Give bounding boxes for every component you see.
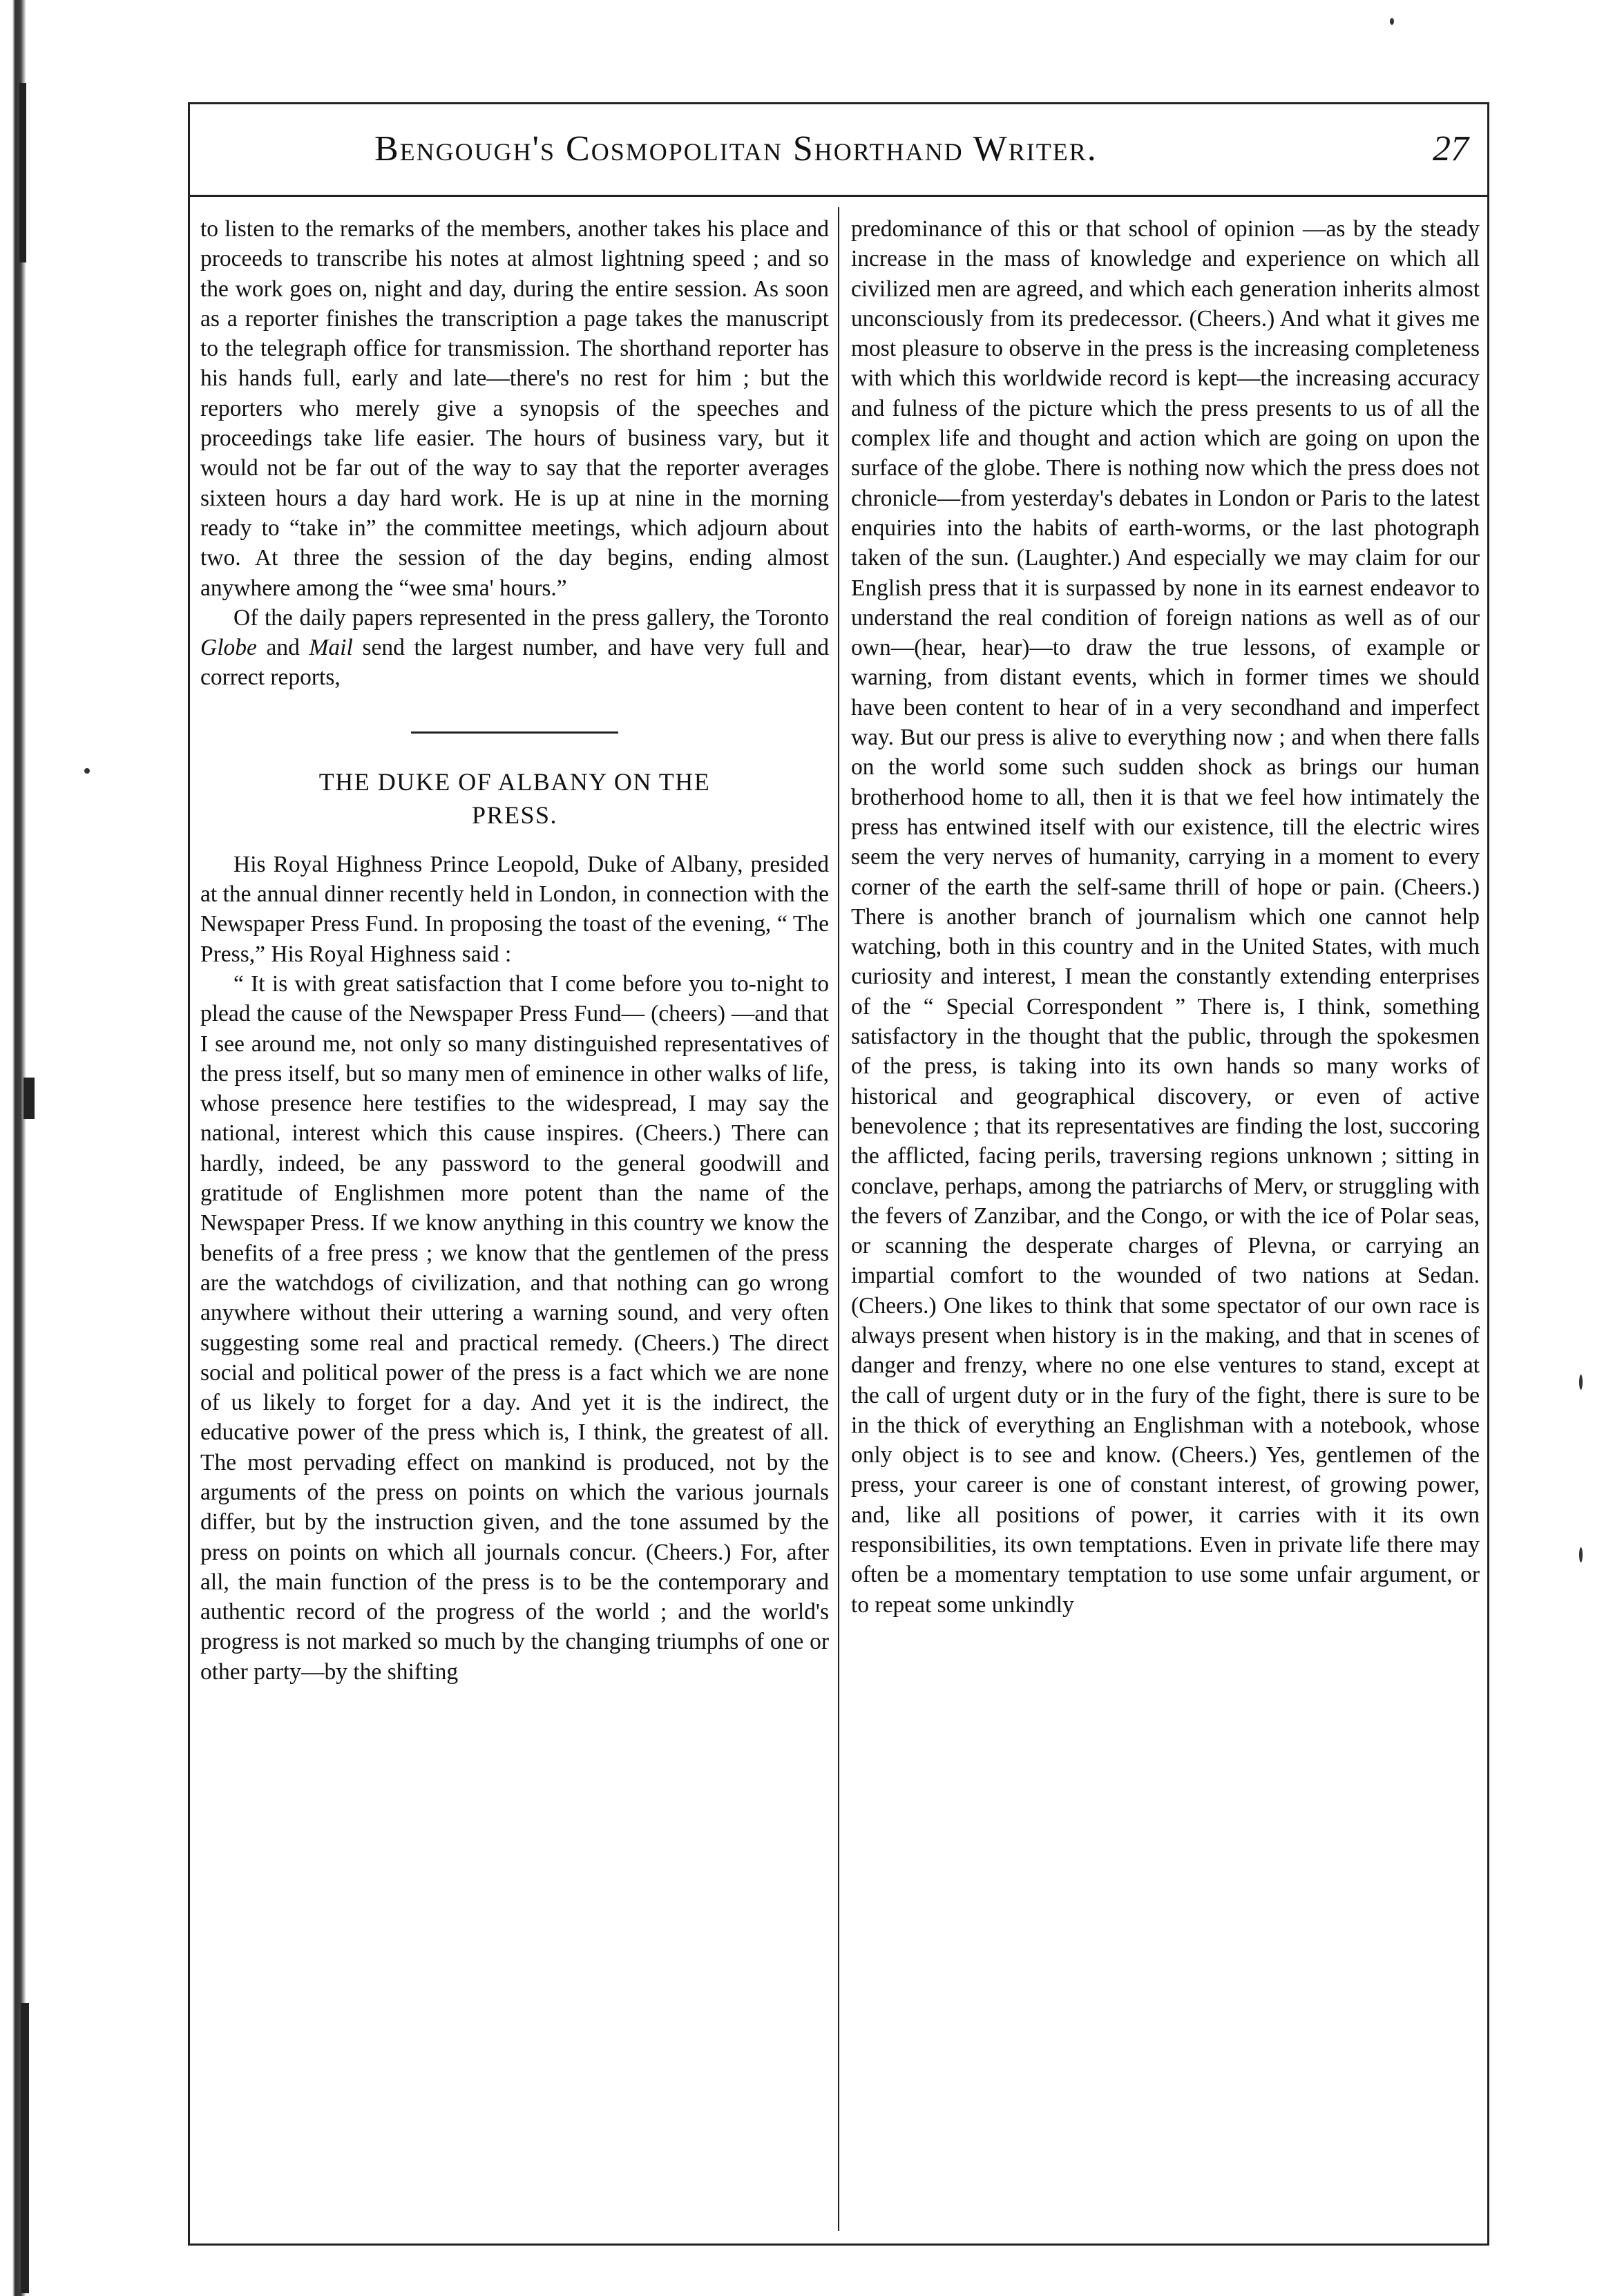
newspaper-name-globe: Globe xyxy=(200,635,257,661)
scan-speck xyxy=(1579,1547,1583,1562)
spine-mark xyxy=(19,83,26,262)
paragraph: predominance of this or that school of opinion —as by the steady increase in the mass of knowledge and experience on which all civilized men are agreed, and which each generation inherits almost unconsciously from its predecessor. (Cheers.) And what it gives me most pleasure to observe in the press is the increasing completeness with which this worldwide record is kept—the increasing accuracy and fulness of the picture which the press presents to us of all the complex life and thought and action which are going on upon the surface of the globe. There is nothing now which the press does not chronicle—from yesterday's debates in London or Paris to the latest enquiries into the habits of earth-worms, or the last photograph taken of the sun. (Laughter.) And especially we may claim for our English press that it is surpassed by none in its earnest endeavor to understand the real condition of foreign nations as well as of our own—(hear, hear)—to draw the true lessons, of example or warning, from distant events, which in former times we should have been content to hear of in a very secondhand and imperfect way. But our press is alive to everything now ; and when there falls on the world some such sudden shock as brings our human brotherhood home to all, then it is that we feel how intimately the press has entwined itself with our existence, till the electric wires seem the very nerves of humanity, carrying in a moment to every corner of the earth the self-same thrill of hope or pain. (Cheers.) There is another branch of journalism which one cannot help watching, both in this country and in the United States, with much curiosity and interest, I mean the constantly extending enterprises of the “ Special Correspondent ” There is, I think, something satisfactory in the thought that the public, through the spokesmen of the press, is taking into its own hands so many works of historical and geographical discovery, or even of active benevolence ; that its representatives are finding the lost, succoring the afflicted, facing perils, traversing regions unknown ; sitting in conclave, perhaps, among the patriarchs of Merv, or struggling with the fevers of Zanzibar, and the Congo, or with the ice of Polar seas, or scanning the desperate charges of Plevna, or carrying an impartial comfort to the wounded of two nations at Sedan. (Cheers.) One likes to think that some spectator of our own race is always present when history is in the making, and that in scenes of danger and frenzy, where no one else ventures to stand, except at the call of urgent duty or in the fury of the fight, there is sure to be in the thick of everything an Englishman with a notebook, whose only object is to see and know. (Cheers.) Yes, gentlemen of the press, your career is one of constant interest, of growing power, and, like all positions of power, it carries with it its own responsibilities, its own temptations. Even in private life there may often be a momentary temptation to use some unfair argument, or to repeat some unkindly xyxy=(851,216,1480,1618)
section-title xyxy=(200,765,829,832)
paragraph: “ It is with great satisfaction that I come before you to-night to plead the cause of the Newspaper Press Fund— (cheers) —and that I see around me, not only so many distinguished representatives of the press itself, but so many men of eminence in other walks of life, whose presence here testifies to the widespread, I may say the national, interest which this cause inspires. (Cheers.) There can hardly, indeed, be any password to the general goodwill and gratitude of Englishmen more potent than the name of the Newspaper Press. If we know anything in this country we know the benefits of a free press ; we know that the gentlemen of the press are the watchdogs of civilization, and that nothing can go wrong anywhere without their uttering a warning sound, and very often suggesting some real and practical remedy. (Cheers.) The direct social and political power of the press is a fact which we are none of us likely to forget for a day. And yet it is the indirect, the educative power of the press which is, I think, the greatest of all. The most pervading effect on mankind is produced, not by the arguments of the press on points on which the various journals differ, but by the instruction given, and the tone assumed by the press on points on which all journals concur. (Cheers.) For, after all, the main function of the press is to be the contemporary and authentic record of the progress of the world ; and the world's progress is not marked so much by the changing triumphs of one or other party—by the shifting xyxy=(200,970,829,1685)
paragraph: to listen to the remarks of the members, another takes his place and proceeds to transcribe his notes at almost lightning speed ; and so the work goes on, night and day, during the entire session. As soon as a reporter finishes the transcription a page takes the manuscript to the telegraph office for transmission. The shorthand reporter has his hands full, early and late—there's no rest for him ; but the reporters who merely give a synopsis of the speeches and proceedings take life easier. The hours of business vary, but it would not be far out of the way to say that the reporter averages sixteen hours a day hard work. He is up at nine in the morning ready to “take in” the committee meetings, which adjourn about two. At three the session of the day begins, ending almost anywhere among the “wee sma' hours.” xyxy=(200,216,829,601)
right-column xyxy=(851,214,1480,1620)
section-title-line: THE DUKE OF ALBANY ON THE xyxy=(318,767,711,796)
running-title: Bengough's Cosmopolitan Shorthand Writer. xyxy=(374,129,1098,169)
paragraph xyxy=(200,603,829,693)
binding-spine xyxy=(0,0,48,2296)
paragraph: His Royal Highness Prince Leopold, Duke of Albany, presided at the annual dinner recently held in London, in connection with the Newspaper Press Fund. In proposing the toast of the evening, “ The Press,” His Royal Highness said : xyxy=(200,851,829,967)
column-rule xyxy=(838,207,839,2231)
left-column xyxy=(200,214,829,1687)
header-rule xyxy=(188,195,1489,197)
bottom-rule xyxy=(188,2244,1489,2246)
spine-mark xyxy=(23,1078,35,1119)
newspaper-name-mail: Mail xyxy=(309,635,353,661)
scan-speck xyxy=(1579,1375,1583,1390)
top-rule xyxy=(188,102,1489,104)
text-span: Of the daily papers represented in the press gallery, the Toronto xyxy=(233,604,829,631)
spine-mark xyxy=(21,2003,29,2293)
text-span: send the largest number, and have very full and correct reports, xyxy=(200,635,829,691)
page-number: 27 xyxy=(1433,129,1469,169)
scan-speck xyxy=(84,768,90,774)
running-header xyxy=(188,108,1489,191)
text-span: and xyxy=(256,635,309,661)
section-title-line: PRESS. xyxy=(471,801,558,829)
section-separator xyxy=(411,731,618,734)
scan-speck xyxy=(1390,18,1394,25)
